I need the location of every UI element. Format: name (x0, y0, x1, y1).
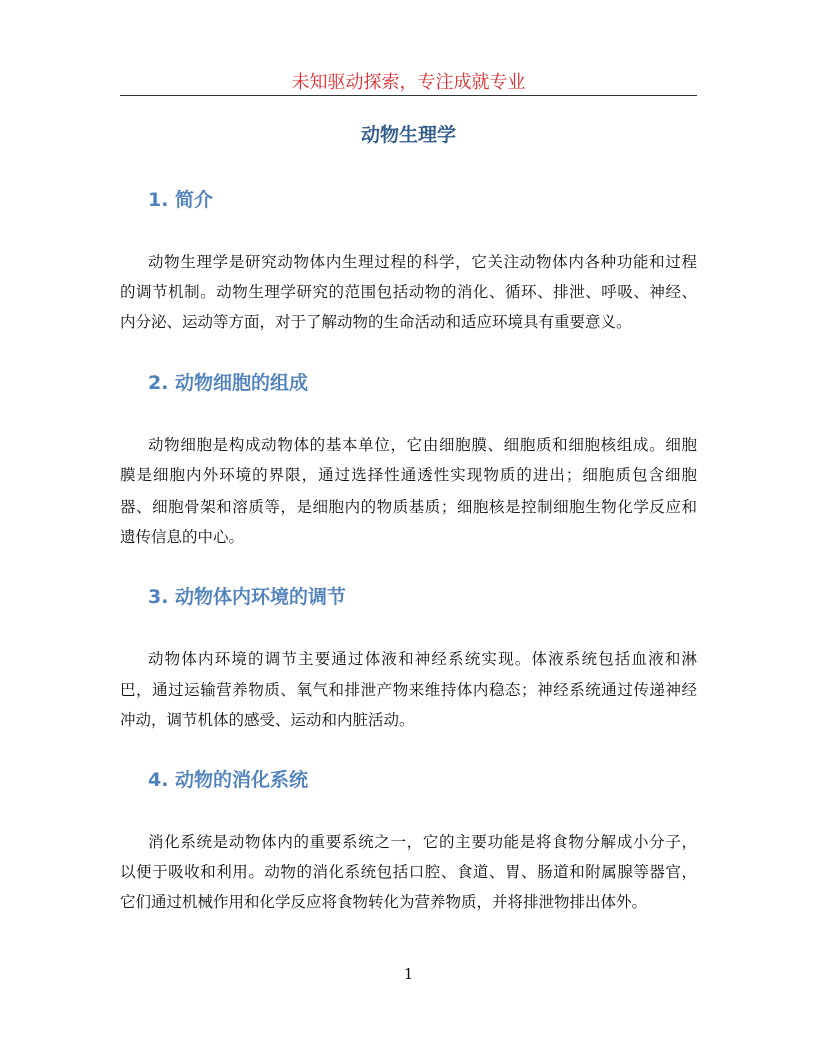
paragraph-line: 膜是细胞内外环境的界限，通过选择性通透性实现物质的进出；细胞质包含细胞 (120, 466, 697, 484)
paragraph-line: 器、细胞骨架和溶质等，是细胞内的物质基质；细胞核是控制细胞生物化学反应和 (120, 498, 697, 516)
document-title: 动物生理学 (360, 124, 456, 146)
paragraph-line: 消化系统是动物体内的重要系统之一，它的主要功能是将食物分解成小分子， (148, 833, 697, 851)
paragraph-line: 动物生理学是研究动物体内生理过程的科学，它关注动物体内各种功能和过程 (148, 253, 697, 271)
paragraph-line: 动物细胞是构成动物体的基本单位，它由细胞膜、细胞质和细胞核组成。细胞 (148, 436, 697, 454)
paragraph-line: 巴，通过运输营养物质、氧气和排泄产物来维持体内稳态；神经系统通过传递神经 (120, 681, 697, 699)
section-heading-2: 2. 动物细胞的组成 (148, 372, 309, 394)
page-header: 未知驱动探索，专注成就专业 (291, 72, 526, 93)
section-heading-4: 4. 动物的消化系统 (148, 769, 309, 791)
section-heading-3: 3. 动物体内环境的调节 (148, 586, 347, 608)
paragraph-line: 遗传信息的中心。 (120, 528, 245, 546)
header-divider (120, 95, 697, 96)
paragraph-line: 的调节机制。动物生理学研究的范围包括动物的消化、循环、排泄、呼吸、神经、 (120, 283, 697, 301)
paragraph-line: 它们通过机械作用和化学反应将食物转化为营养物质，并将排泄物排出体外。 (120, 893, 648, 911)
paragraph-line: 以便于吸收和利用。动物的消化系统包括口腔、食道、胃、肠道和附属腺等器官， (120, 863, 697, 881)
paragraph-line: 动物体内环境的调节主要通过体液和神经系统实现。体液系统包括血液和淋 (148, 650, 697, 668)
section-heading-1: 1. 简介 (148, 189, 214, 211)
paragraph-line: 冲动，调节机体的感受、运动和内脏活动。 (120, 711, 415, 729)
page-number: 1 (403, 965, 414, 983)
paragraph-line: 内分泌、运动等方面，对于了解动物的生命活动和适应环境具有重要意义。 (120, 313, 632, 331)
